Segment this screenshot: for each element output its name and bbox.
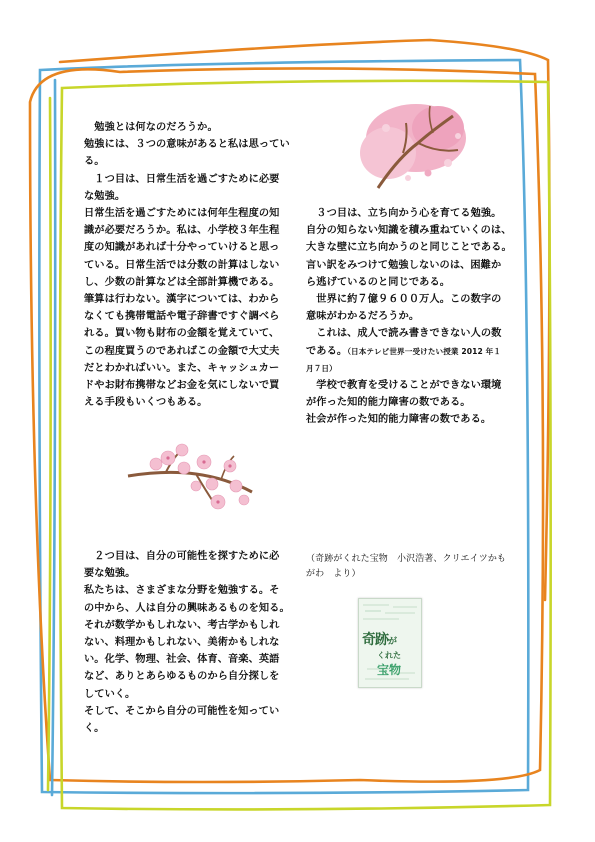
petal bbox=[405, 175, 411, 181]
text-line: これは、成人で読み書きできない人の数 bbox=[306, 328, 502, 340]
text-line: 筆算は行わない。漢字については、わから bbox=[84, 294, 280, 306]
right-top-text bbox=[306, 205, 512, 429]
text-line: それが数学かもしれない、考古学かもしれ bbox=[84, 619, 280, 631]
text-line: 自分の知らない知識を積み重ねていくのは、 bbox=[306, 225, 512, 237]
text-line: い。化学、物理、社会、体育、音楽、英語 bbox=[84, 654, 280, 666]
book-title-main: 奇跡 bbox=[362, 632, 388, 648]
book-title-kana: が bbox=[388, 637, 397, 647]
text-line: 度の知識があれば十分やっていけると思っ bbox=[84, 242, 280, 254]
book-title-takaramono: 宝物 bbox=[377, 663, 402, 677]
source-note: （日本テレビ世界一受けたい授業 2012 年１ bbox=[347, 346, 502, 356]
blossom bbox=[191, 481, 201, 491]
petal bbox=[425, 170, 432, 177]
text-line: ている。日常生活では分数の計算はしない bbox=[84, 259, 280, 271]
text-line: 意味がわかるだろうか。 bbox=[306, 311, 420, 323]
blossom bbox=[230, 480, 242, 492]
text-line: れる。買い物も財布の金額を覚えていて、 bbox=[84, 328, 280, 340]
text-line: る。 bbox=[84, 156, 105, 168]
frame-lime-line-2 bbox=[48, 98, 51, 790]
citation-line: がわ より） bbox=[306, 569, 361, 579]
text-line: し、少数の計算などは全部計算機である。 bbox=[84, 276, 280, 288]
text-line: 学校で教育を受けることができない環境 bbox=[306, 380, 502, 392]
text-line: 世界に約７億９６００万人。この数字の bbox=[306, 294, 502, 306]
blossom bbox=[178, 462, 190, 474]
cherry-tree-illustration bbox=[358, 98, 470, 194]
text-line: そして、そこから自分の可能性を知ってい bbox=[84, 705, 280, 717]
petal bbox=[444, 159, 452, 167]
blossom-center bbox=[216, 500, 219, 503]
text-line: 勉強には、３つの意味があると私は思ってい bbox=[84, 139, 290, 151]
source-note-2: 月７日） bbox=[306, 363, 337, 373]
text-line: １つ目は、日常生活を過ごすために必要 bbox=[84, 173, 280, 185]
left-bottom-text bbox=[84, 548, 290, 737]
citation-line: （奇跡がくれた宝物 小沢浩著、クリエイツかも bbox=[306, 554, 507, 564]
book-subtitle bbox=[377, 647, 401, 678]
blossom bbox=[239, 495, 249, 505]
book-cover-image bbox=[358, 598, 422, 688]
text-line: 言い訳をみつけて勉強しないのは、困難か bbox=[306, 259, 502, 271]
citation bbox=[306, 552, 506, 582]
text-line: なくても携帯電話や電子辞書ですぐ調べら bbox=[84, 311, 280, 323]
blossom-center bbox=[166, 456, 169, 459]
frame-blue-line-2 bbox=[52, 80, 55, 795]
blossom bbox=[176, 444, 188, 456]
text-line: える手段もいくつもある。 bbox=[84, 397, 208, 409]
text-line: ら逃げているのと同じである。 bbox=[306, 276, 451, 288]
blossom-center bbox=[202, 460, 205, 463]
book-title bbox=[362, 629, 396, 649]
text-line: 識が必要だろうか。私は、小学校３年生程 bbox=[84, 225, 280, 237]
text-line bbox=[306, 343, 512, 360]
text-line: だとわかればいい。また、キャッシュカー bbox=[84, 362, 280, 374]
text-line: な勉強。 bbox=[84, 190, 126, 202]
text-line: 社会が作った知的能力障害の数である。 bbox=[306, 414, 492, 426]
blossom bbox=[206, 478, 218, 490]
text-line: ドやお財布携帯などお金を気にしないで買 bbox=[84, 380, 280, 392]
blossom-center bbox=[228, 464, 231, 467]
text-line: ２つ目は、自分の可能性を探すために必 bbox=[84, 551, 280, 562]
text-line: 大きな壁に立ち向かうのと同じことである。 bbox=[306, 242, 512, 254]
blossom bbox=[150, 458, 162, 470]
petal bbox=[455, 133, 461, 139]
text-line: の中から、人は自分の興味あるものを知る。 bbox=[84, 602, 290, 614]
text-line: く。 bbox=[84, 723, 105, 735]
cherry-branch-illustration bbox=[126, 436, 256, 520]
text-line: など、ありとあらゆるものから自分探しを bbox=[84, 671, 280, 683]
text-line: 日常生活を過ごすためには何年生程度の知 bbox=[84, 208, 280, 220]
left-top-text bbox=[84, 119, 290, 411]
petal bbox=[382, 124, 390, 132]
text-line-main: である。 bbox=[306, 345, 348, 357]
text-line: ３つ目は、立ち向かう心を育てる勉強。 bbox=[306, 208, 502, 219]
text-line: 私たちは、さまざまな分野を勉強する。そ bbox=[84, 585, 280, 597]
text-line: していく。 bbox=[84, 688, 136, 700]
text-line: 勉強とは何なのだろうか。 bbox=[84, 122, 218, 133]
text-line: 要な勉強。 bbox=[84, 568, 136, 580]
text-line: この程度買うのであればこの金額で大丈夫 bbox=[84, 345, 280, 357]
text-line: が作った知的能力障害の数である。 bbox=[306, 397, 471, 409]
book-title-kureta: くれた bbox=[377, 650, 401, 660]
text-line: ない、料理かもしれない、美術かもしれな bbox=[84, 637, 280, 649]
